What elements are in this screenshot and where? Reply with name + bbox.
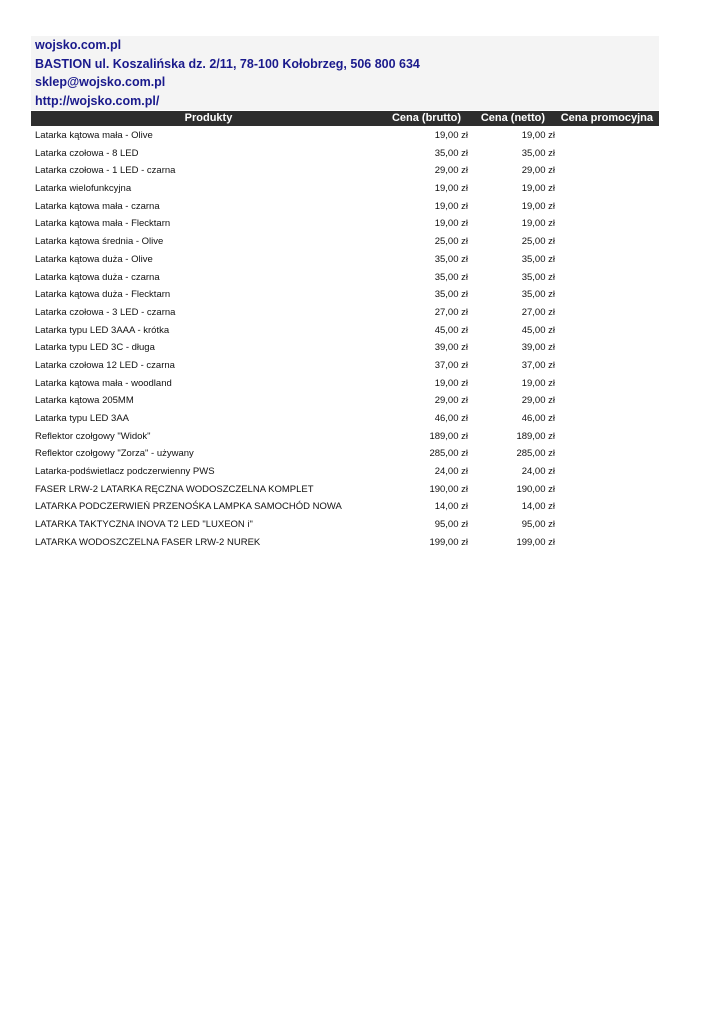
gross-price: 35,00 zł bbox=[434, 147, 468, 159]
net-price: 45,00 zł bbox=[521, 324, 555, 336]
product-name: Latarka kątowa mała - Olive bbox=[35, 130, 153, 141]
product-name: Latarka kątowa mała - czarna bbox=[35, 200, 160, 212]
table-row bbox=[31, 338, 659, 356]
net-price: 39,00 zł bbox=[521, 342, 555, 354]
gross-price: 14,00 zł bbox=[434, 501, 468, 513]
product-name: Latarka typu LED 3C - długa bbox=[35, 342, 155, 354]
net-price: 25,00 zł bbox=[521, 236, 555, 248]
product-name: Latarka kątowa duża - Flecktarn bbox=[35, 289, 171, 301]
net-price: 35,00 zł bbox=[521, 289, 555, 301]
net-price: 199,00 zł bbox=[516, 536, 555, 548]
net-price: 27,00 zł bbox=[521, 306, 555, 318]
table-row bbox=[31, 374, 659, 392]
net-price: 14,00 zł bbox=[521, 501, 555, 513]
product-name: Latarka kątowa mała - woodland bbox=[35, 377, 172, 389]
table-row bbox=[31, 409, 659, 427]
column-header-products: Produkty bbox=[184, 112, 233, 124]
gross-price: 19,00 zł bbox=[434, 183, 468, 195]
net-price: 29,00 zł bbox=[521, 395, 555, 407]
gross-price: 35,00 zł bbox=[434, 289, 468, 301]
shop-url[interactable]: http://wojsko.com.pl/ bbox=[31, 92, 659, 111]
table-row bbox=[31, 391, 659, 409]
table-row bbox=[31, 250, 659, 268]
table-row bbox=[31, 303, 659, 321]
net-price: 190,00 zł bbox=[516, 483, 555, 495]
gross-price: 190,00 zł bbox=[429, 483, 468, 495]
net-price: 19,00 zł bbox=[521, 200, 555, 212]
shop-email[interactable]: sklep@wojsko.com.pl bbox=[31, 73, 659, 92]
net-price: 19,00 zł bbox=[521, 130, 555, 141]
gross-price: 25,00 zł bbox=[434, 236, 468, 248]
table-row bbox=[31, 427, 659, 445]
net-price: 19,00 zł bbox=[521, 377, 555, 389]
product-name: FASER LRW-2 LATARKA RĘCZNA WODOSZCZELNA KOMPLET bbox=[35, 483, 314, 495]
table-row bbox=[31, 144, 659, 162]
gross-price: 27,00 zł bbox=[434, 306, 468, 318]
gross-price: 24,00 zł bbox=[434, 466, 468, 478]
product-name: LATARKA TAKTYCZNA INOVA T2 LED "LUXEON i" bbox=[35, 519, 253, 531]
net-price: 24,00 zł bbox=[521, 466, 555, 478]
price-table bbox=[31, 111, 659, 551]
product-name: Latarka kątowa mała - Flecktarn bbox=[35, 218, 171, 230]
table-row bbox=[31, 285, 659, 303]
table-row bbox=[31, 480, 659, 498]
site-name: wojsko.com.pl bbox=[31, 36, 659, 55]
shop-address: BASTION ul. Koszalińska dz. 2/11, 78-100 Kołobrzeg, 506 800 634 bbox=[31, 55, 659, 74]
gross-price: 29,00 zł bbox=[434, 165, 468, 177]
table-row bbox=[31, 126, 659, 144]
table-row bbox=[31, 321, 659, 339]
net-price: 95,00 zł bbox=[521, 519, 555, 531]
product-name: LATARKA PODCZERWIEŃ PRZENOŚKA LAMPKA SAMOCHÓD NOWA bbox=[35, 501, 342, 513]
gross-price: 199,00 zł bbox=[429, 536, 468, 548]
table-row bbox=[31, 533, 659, 551]
net-price: 19,00 zł bbox=[521, 183, 555, 195]
gross-price: 45,00 zł bbox=[434, 324, 468, 336]
gross-price: 19,00 zł bbox=[434, 377, 468, 389]
net-price: 19,00 zł bbox=[521, 218, 555, 230]
table-row bbox=[31, 356, 659, 374]
gross-price: 37,00 zł bbox=[434, 359, 468, 371]
table-row bbox=[31, 161, 659, 179]
table-row bbox=[31, 444, 659, 462]
gross-price: 285,00 zł bbox=[429, 448, 468, 460]
shop-header bbox=[31, 36, 659, 110]
product-name: Latarka czołowa - 1 LED - czarna bbox=[35, 165, 176, 177]
column-header-gross-price: Cena (brutto) bbox=[391, 112, 461, 124]
table-row bbox=[31, 179, 659, 197]
product-name: Latarka kątowa duża - czarna bbox=[35, 271, 160, 283]
table-row bbox=[31, 497, 659, 515]
net-price: 35,00 zł bbox=[521, 271, 555, 283]
gross-price: 189,00 zł bbox=[429, 430, 468, 442]
net-price: 189,00 zł bbox=[516, 430, 555, 442]
gross-price: 35,00 zł bbox=[434, 271, 468, 283]
product-name: Latarka wielofunkcyjna bbox=[35, 183, 132, 195]
product-name: Latarka czołowa - 3 LED - czarna bbox=[35, 306, 176, 318]
column-header-promo-price: Cena promocyjna bbox=[560, 112, 653, 124]
net-price: 285,00 zł bbox=[516, 448, 555, 460]
net-price: 46,00 zł bbox=[521, 413, 555, 424]
product-name: LATARKA WODOSZCZELNA FASER LRW-2 NUREK bbox=[35, 536, 261, 548]
gross-price: 46,00 zł bbox=[434, 413, 468, 424]
table-body bbox=[31, 126, 659, 551]
column-header-net-price: Cena (netto) bbox=[480, 112, 545, 124]
gross-price: 19,00 zł bbox=[434, 130, 468, 141]
product-name: Reflektor czołgowy "Widok" bbox=[35, 430, 151, 442]
gross-price: 39,00 zł bbox=[434, 342, 468, 354]
table-row bbox=[31, 214, 659, 232]
product-name: Latarka czołowa - 8 LED bbox=[35, 147, 139, 159]
table-row bbox=[31, 462, 659, 480]
product-name: Latarka kątowa średnia - Olive bbox=[35, 236, 164, 248]
product-name: Latarka-podświetlacz podczerwienny PWS bbox=[35, 466, 215, 478]
product-name: Latarka czołowa 12 LED - czarna bbox=[35, 359, 175, 371]
gross-price: 29,00 zł bbox=[434, 395, 468, 407]
gross-price: 19,00 zł bbox=[434, 218, 468, 230]
gross-price: 95,00 zł bbox=[434, 519, 468, 531]
table-row bbox=[31, 232, 659, 250]
net-price: 29,00 zł bbox=[521, 165, 555, 177]
product-name: Latarka kątowa 205MM bbox=[35, 395, 134, 407]
product-name: Reflektor czołgowy "Zorza" - używany bbox=[35, 448, 194, 460]
gross-price: 19,00 zł bbox=[434, 200, 468, 212]
table-header bbox=[31, 111, 659, 126]
net-price: 37,00 zł bbox=[521, 359, 555, 371]
net-price: 35,00 zł bbox=[521, 253, 555, 265]
product-name: Latarka kątowa duża - Olive bbox=[35, 253, 153, 265]
table-row bbox=[31, 197, 659, 215]
table-row bbox=[31, 268, 659, 286]
product-name: Latarka typu LED 3AAA - krótka bbox=[35, 324, 170, 336]
table-row bbox=[31, 515, 659, 533]
net-price: 35,00 zł bbox=[521, 147, 555, 159]
gross-price: 35,00 zł bbox=[434, 253, 468, 265]
product-name: Latarka typu LED 3AA bbox=[35, 413, 129, 424]
